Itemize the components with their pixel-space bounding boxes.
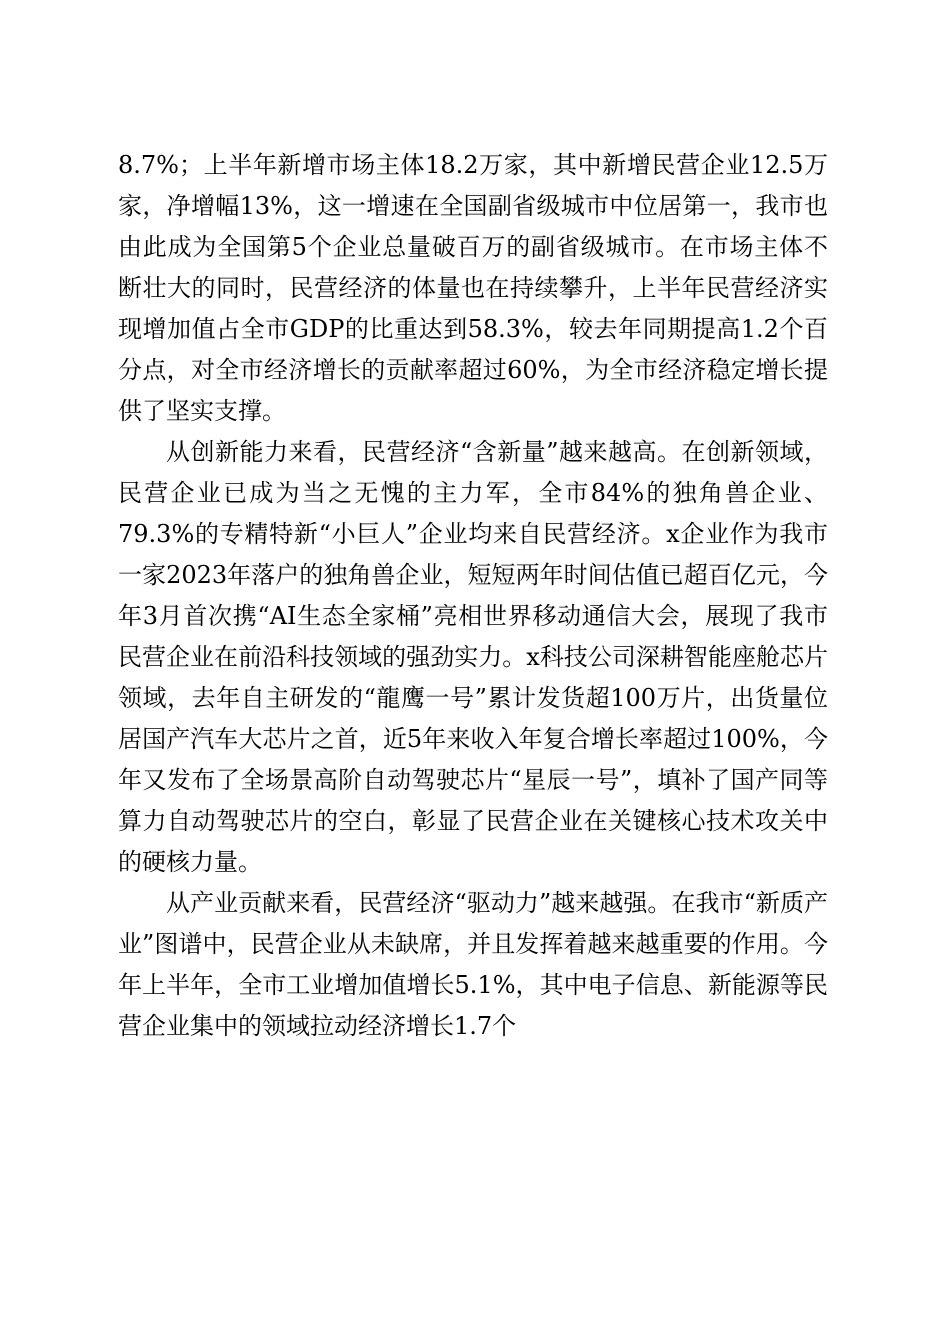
paragraph-industry-contribution: 从产业贡献来看，民营经济“驱动力”越来越强。在我市“新质产业”图谱中，民营企业从未缺席，并且发挥着越来越重要的作用。今年上半年，全市工业增加值增长5.1%，其中电子信息、新能源等民营企业集中的领域拉动经济增长1.7个 [118, 889, 828, 1040]
paragraph-market-entities: 8.7%；上半年新增市场主体18.2万家，其中新增民营企业12.5万家，净增幅13%，这一增速在全国副省级城市中位居第一，我市也由此成为全国第5个企业总量破百万的副省级城市。在市场主体不断壮大的同时，民营经济的体量也在持续攀升，上半年民营经济实现增加值占全市GDP的比重达到58.3%，较去年同期提高1.2个百分点，对全市经济增长的贡献率超过60%，为全市经济稳定增长提供了坚实支撑。 [118, 151, 828, 425]
document-body [118, 145, 828, 1047]
paragraph-innovation-capacity: 从创新能力来看，民营经济“含新量”越来越高。在创新领域，民营企业已成为当之无愧的主力军，全市84%的独角兽企业、79.3%的专精特新“小巨人”企业均来自民营经济。x企业作为我市一家2023年落户的独角兽企业，短短两年时间估值已超百亿元，今年3月首次携“AI生态全家桶”亮相世界移动通信大会，展现了我市民营企业在前沿科技领域的强劲实力。x科技公司深耕智能座舱芯片领域，去年自主研发的“龍鹰一号”累计发货超100万片，出货量位居国产汽车大芯片之首，近5年来收入年复合增长率超过100%，今年又发布了全场景高阶自动驾驶芯片“星辰一号”，填补了国产同等算力自动驾驶芯片的空白，彰显了民营企业在关键核心技术攻关中的硬核力量。 [118, 438, 828, 876]
